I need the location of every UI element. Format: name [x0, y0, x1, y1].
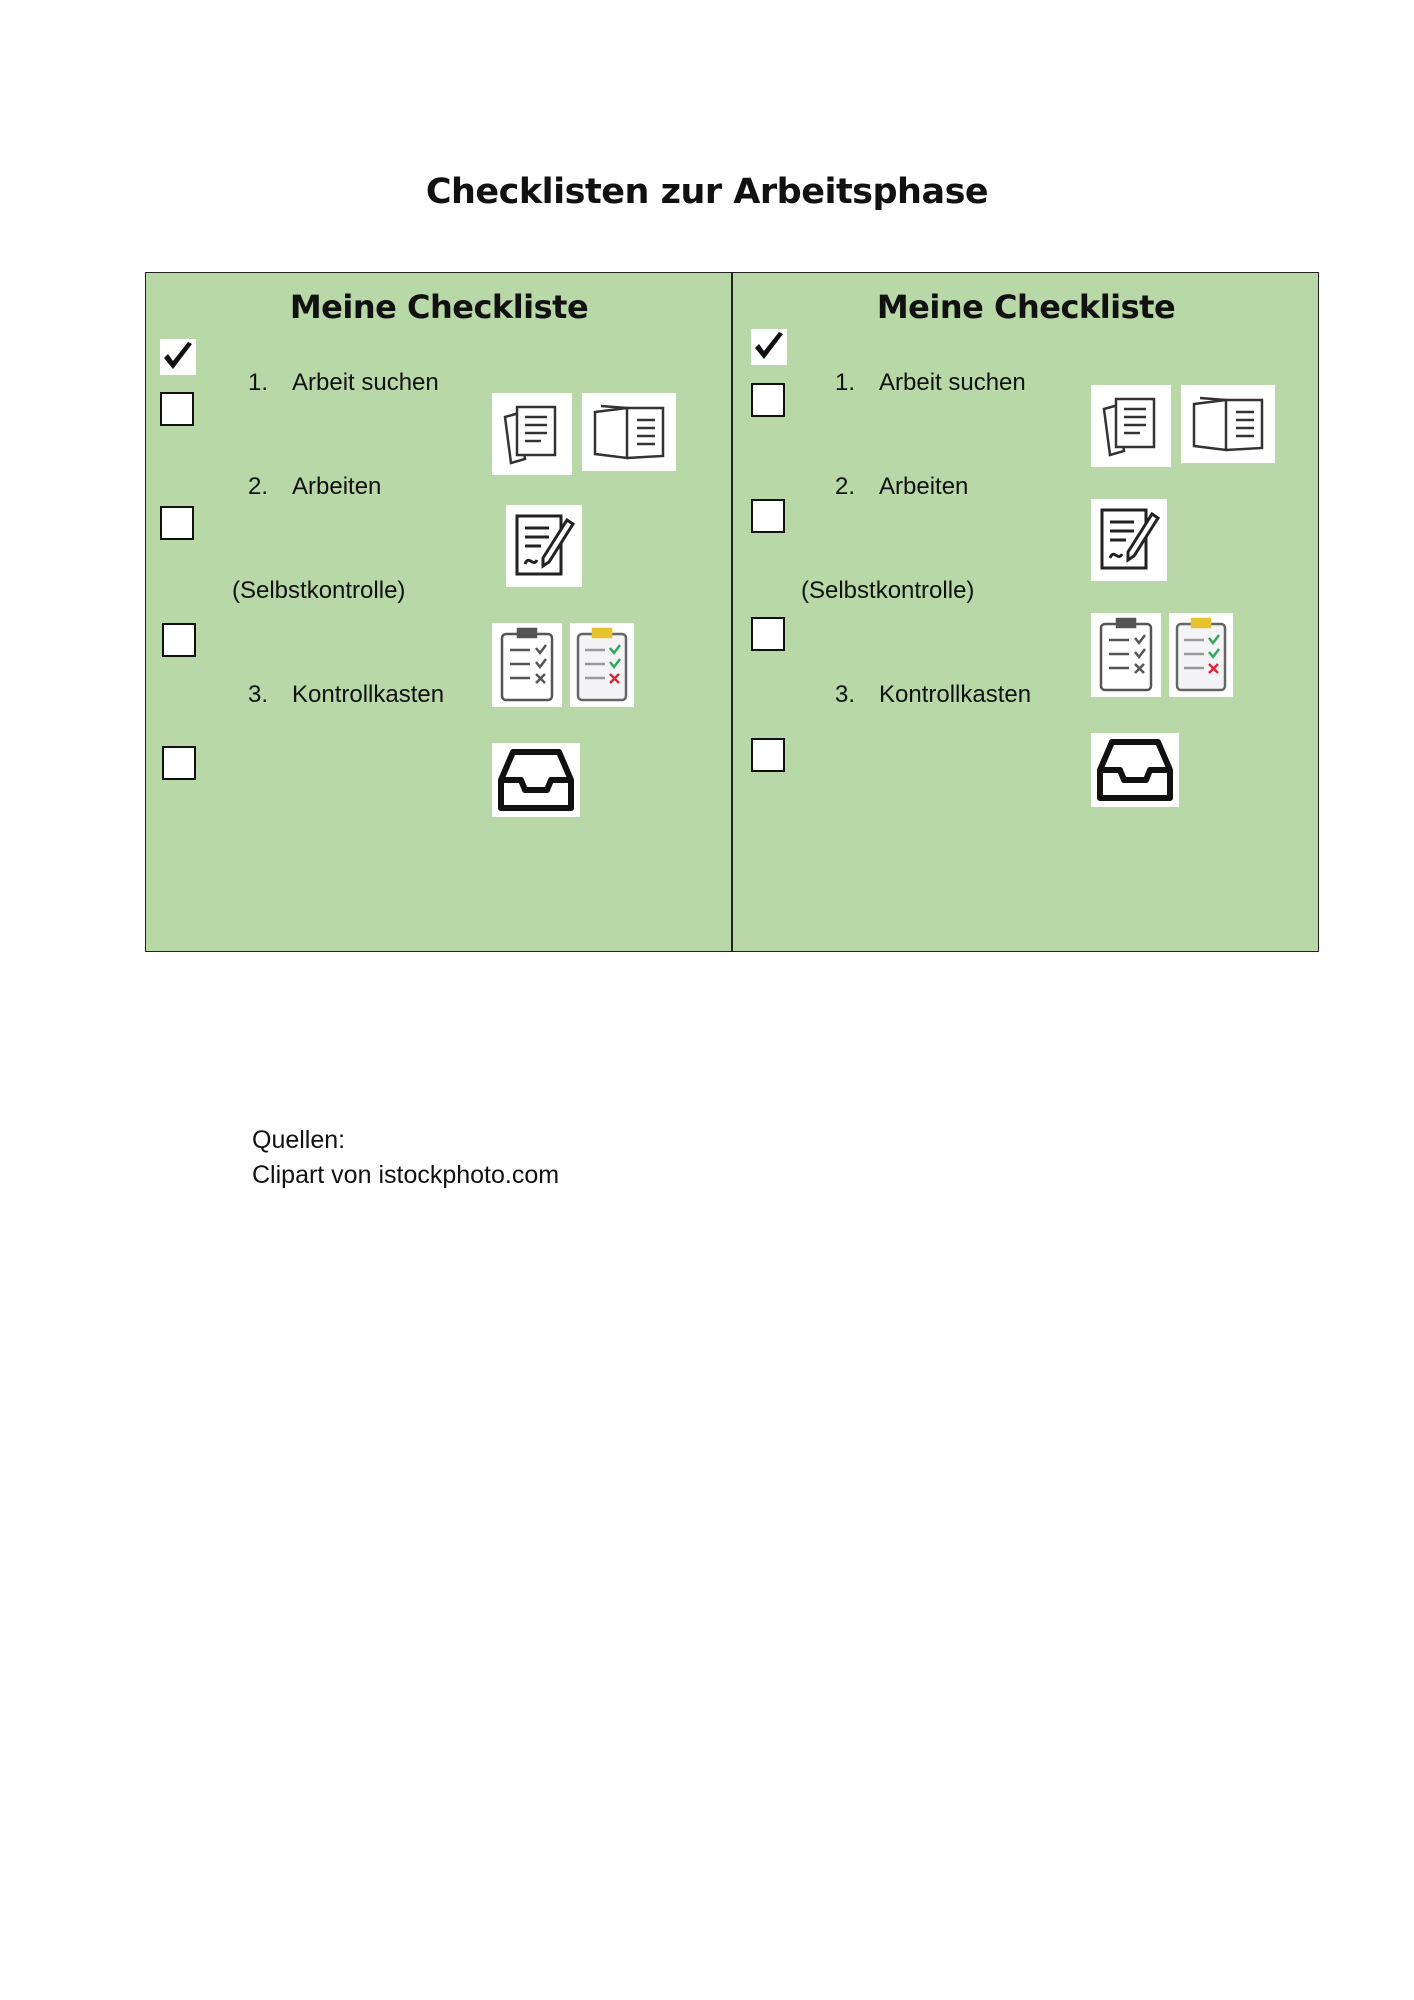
item-label: Kontrollkasten	[292, 681, 445, 708]
checkbox-2[interactable]	[160, 506, 194, 540]
checklist-panel-left	[146, 273, 732, 951]
list-item-1	[248, 369, 439, 397]
page-title: Checklisten zur Arbeitsphase	[425, 172, 989, 212]
checkbox-1[interactable]	[751, 383, 785, 417]
inbox-tray-icon	[492, 743, 580, 817]
sources-heading: Quellen:	[252, 1126, 346, 1154]
checkbox-3[interactable]	[751, 617, 785, 651]
checkbox-4[interactable]	[162, 746, 196, 780]
writing-document-icon	[506, 505, 582, 587]
self-control-note: (Selbstkontrolle)	[801, 577, 975, 604]
checked-checkmark-icon[interactable]	[751, 329, 787, 365]
item-label: Arbeiten	[879, 473, 969, 500]
item-label: Kontrollkasten	[879, 681, 1032, 708]
clipboard-checklist-icon	[492, 623, 562, 707]
item-number: 3.	[835, 681, 856, 708]
panel-heading: Meine Checkliste	[289, 288, 589, 326]
item-label: Arbeit suchen	[879, 369, 1026, 396]
list-item-3	[835, 681, 1031, 709]
item-number: 1.	[835, 369, 856, 396]
checkbox-2[interactable]	[751, 499, 785, 533]
list-item-1	[835, 369, 1026, 397]
sources-block	[252, 1123, 559, 1193]
list-item-2	[248, 473, 381, 501]
worksheets-icon	[1091, 385, 1171, 467]
clipboard-checklist-colored-icon	[1169, 613, 1233, 697]
writing-document-icon	[1091, 499, 1167, 581]
sources-credit: Clipart von istockphoto.com	[252, 1161, 560, 1189]
checked-checkmark-icon[interactable]	[160, 339, 196, 375]
list-item-3	[248, 681, 444, 709]
item-number: 1.	[248, 369, 269, 396]
checkbox-4[interactable]	[751, 738, 785, 772]
item-number: 2.	[835, 473, 856, 500]
open-book-icon	[582, 393, 676, 471]
checklist-table	[145, 272, 1319, 952]
clipboard-checklist-icon	[1091, 613, 1161, 697]
inbox-tray-icon	[1091, 733, 1179, 807]
checklist-panel-right	[733, 273, 1319, 951]
self-control-note: (Selbstkontrolle)	[232, 577, 406, 604]
list-item-2	[835, 473, 968, 501]
worksheets-icon	[492, 393, 572, 475]
open-book-icon	[1181, 385, 1275, 463]
checkbox-3[interactable]	[162, 623, 196, 657]
panel-heading: Meine Checkliste	[876, 288, 1176, 326]
item-number: 3.	[248, 681, 269, 708]
item-label: Arbeit suchen	[292, 369, 439, 396]
item-number: 2.	[248, 473, 269, 500]
item-label: Arbeiten	[292, 473, 382, 500]
clipboard-checklist-colored-icon	[570, 623, 634, 707]
checkbox-1[interactable]	[160, 392, 194, 426]
